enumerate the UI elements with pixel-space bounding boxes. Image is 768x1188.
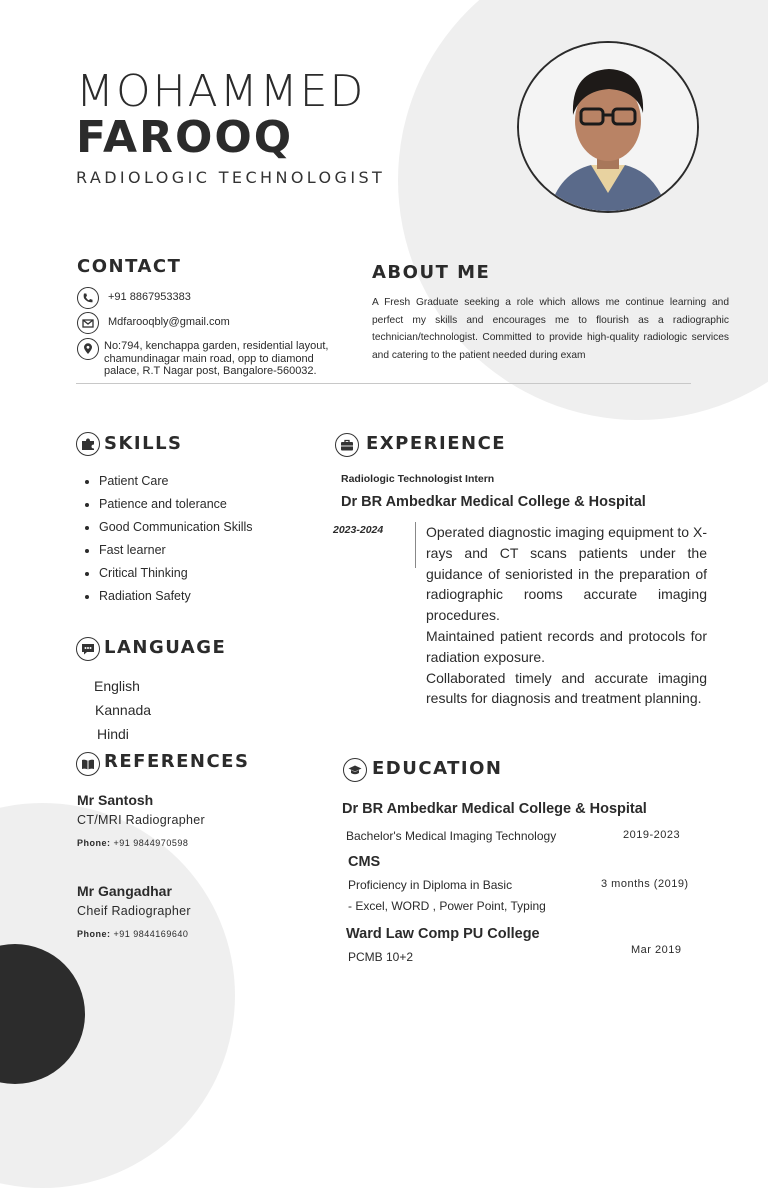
timeline-line (415, 522, 416, 568)
section-divider (76, 383, 691, 384)
reference-name: Mr Santosh (77, 792, 154, 808)
email-icon (77, 312, 99, 334)
skills-list (80, 470, 253, 608)
address-line: palace, R.T Nagar post, Bangalore-560032. (104, 365, 317, 377)
postal-address (104, 340, 328, 378)
experience-heading: EXPERIENCE (366, 433, 507, 454)
phone-number: +91 8867953383 (108, 291, 191, 303)
skill-item: • Patient Care (99, 470, 253, 493)
education-dates: 2019-2023 (623, 829, 681, 841)
degree-name: Proficiency in Diploma in Basic (348, 878, 513, 892)
employer-name: Dr BR Ambedkar Medical College & Hospital (341, 494, 646, 510)
skills-heading: SKILLS (104, 433, 183, 454)
reference-role: CT/MRI Radiographer (77, 813, 205, 827)
skill-item: • Fast learner (99, 539, 253, 562)
experience-description (426, 522, 707, 709)
address-line: No:794, kenchappa garden, residential layout, (104, 340, 329, 352)
degree-name: Bachelor's Medical Imaging Technology (346, 829, 557, 843)
skill-item: • Radiation Safety (99, 585, 253, 608)
skill-item: • Patience and tolerance (99, 493, 253, 516)
job-title: RADIOLOGIC TECHNOLOGIST (76, 168, 386, 187)
reference-name: Mr Gangadhar (77, 883, 172, 899)
institution-name: Ward Law Comp PU College (346, 926, 540, 942)
degree-name: PCMB 10+2 (348, 950, 414, 964)
about-heading: ABOUT ME (372, 262, 491, 283)
education-dates: 3 months (2019) (601, 878, 689, 890)
experience-bullet: Collaborated timely and accurate imaging results for diagnosis and treatment planning. (426, 669, 707, 707)
job-role: Radiologic Technologist Intern (341, 473, 495, 485)
reference-role: Cheif Radiographer (77, 904, 191, 918)
briefcase-icon (335, 433, 359, 457)
reference-phone (77, 929, 188, 939)
language-item: Kannada (95, 702, 152, 718)
language-item: English (94, 678, 140, 694)
skill-item: • Good Communication Skills (99, 516, 253, 539)
institution-name: CMS (348, 854, 381, 870)
employment-dates: 2023-2024 (333, 524, 384, 536)
education-dates: Mar 2019 (631, 944, 682, 956)
skill-item: • Critical Thinking (99, 562, 253, 585)
institution-name: Dr BR Ambedkar Medical College & Hospital (342, 801, 647, 817)
experience-bullet: Maintained patient records and protocols for radiation exposure. (426, 627, 707, 665)
experience-bullet: Operated diagnostic imaging equipment to X-rays and CT scans patients under the guidance of senioristed in the preparation of radiographic rooms accurate imaging procedures. (426, 524, 707, 624)
reference-phone-number: +91 9844169640 (113, 929, 189, 939)
puzzle-icon (76, 432, 100, 456)
email-address: Mdfarooqbly@gmail.com (108, 316, 230, 328)
location-icon (77, 338, 99, 360)
reference-phone-number: +91 9844970598 (113, 838, 189, 848)
language-item: Hindi (97, 726, 129, 742)
first-name: MOHAMMED (76, 66, 366, 117)
profile-photo (517, 41, 699, 213)
contact-heading: CONTACT (77, 256, 182, 277)
language-heading: LANGUAGE (104, 637, 227, 658)
address-line: chamundinagar main road, opp to diamond (104, 352, 314, 365)
about-text: A Fresh Graduate seeking a role which allows me continue learning and perfect my skills and encourages me to flourish as a radiographic technician/technologist. Committed to provide high-quality radiologic services and catering to the patient needed during exam (372, 297, 729, 361)
phone-icon (77, 287, 99, 309)
last-name: FAROOQ (76, 112, 294, 163)
chat-bubble-icon (76, 637, 100, 661)
reference-phone-label: Phone: (77, 838, 111, 848)
education-heading: EDUCATION (372, 758, 503, 779)
degree-detail: - Excel, WORD , Power Point, Typing (348, 899, 546, 913)
book-icon (76, 752, 100, 776)
graduation-cap-icon (343, 758, 367, 782)
references-heading: REFERENCES (104, 751, 250, 772)
reference-phone (77, 838, 188, 848)
reference-phone-label: Phone: (77, 929, 111, 939)
